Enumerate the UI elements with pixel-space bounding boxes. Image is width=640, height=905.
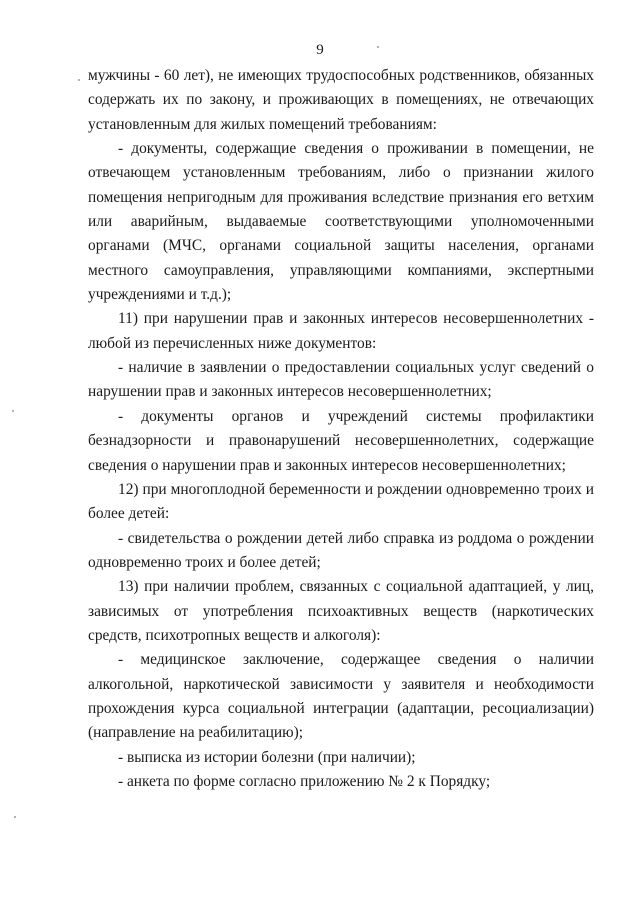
paragraph-prevention-documents: - документы органов и учреждений системы профилактики безнадзорности и правонарушений несовершеннолетних, содержащие сведения о нарушении прав и законных интересов несовершеннолетних; xyxy=(88,407,594,474)
scan-speck xyxy=(14,816,16,818)
page-number: 9 xyxy=(316,42,324,58)
paragraph-questionnaire: - анкета по форме согласно приложению № 2 к Порядку; xyxy=(118,772,491,790)
paragraph-application-info: - наличие в заявлении о предоставлении социальных услуг сведений о нарушении прав и законных интересов несовершеннолетних; xyxy=(88,359,594,401)
paragraph-birth-certificates: - свидетельства о рождении детей либо справка из роддома о рождении одновременно троих и более детей; xyxy=(88,529,594,571)
paragraph-item-13: 13) при наличии проблем, связанных с социальной адаптацией, у лиц, зависимых от употребления психоактивных веществ (наркотических средств, психотропных веществ и алкоголя): xyxy=(88,578,594,644)
paragraph-item-11: 11) при нарушении прав и законных интересов несовершеннолетних - любой из перечисленных ниже документов: xyxy=(88,310,594,352)
scan-speck xyxy=(78,79,80,81)
document-body xyxy=(88,64,594,794)
scan-speck xyxy=(12,410,14,412)
paragraph-continuation: мужчины - 60 лет), не имеющих трудоспособных родственников, обязанных содержать их по закону, и проживающих в помещениях, не отвечающих установленным для жилых помещений требованиям: xyxy=(88,67,594,133)
paragraph-medical-conclusion: - медицинское заключение, содержащее сведения о наличии алкогольной, наркотической зависимости у заявителя и необходимости прохождения курса социальной интеграции (адаптации, ресоциализации) (направление на реабилитацию); xyxy=(88,651,594,742)
paragraph-medical-extract: - выписка из истории болезни (при наличии); xyxy=(118,748,416,766)
paragraph-item-12: 12) при многоплодной беременности и рождении одновременно троих и более детей: xyxy=(88,480,594,523)
scan-speck xyxy=(377,46,379,48)
paragraph-housing-documents: - документы, содержащие сведения о проживании в помещении, не отвечающем установленным требованиям, либо о признании жилого помещения непригодным для проживания вследствие признания его ветхим или аварийным, выдаваемые соответствующими уполномоченными органами (МЧС, органами социальной защиты населения, органами местного самоуправления, управляющими компаниями, экспертными учреждениями и т.д.); xyxy=(88,140,594,304)
